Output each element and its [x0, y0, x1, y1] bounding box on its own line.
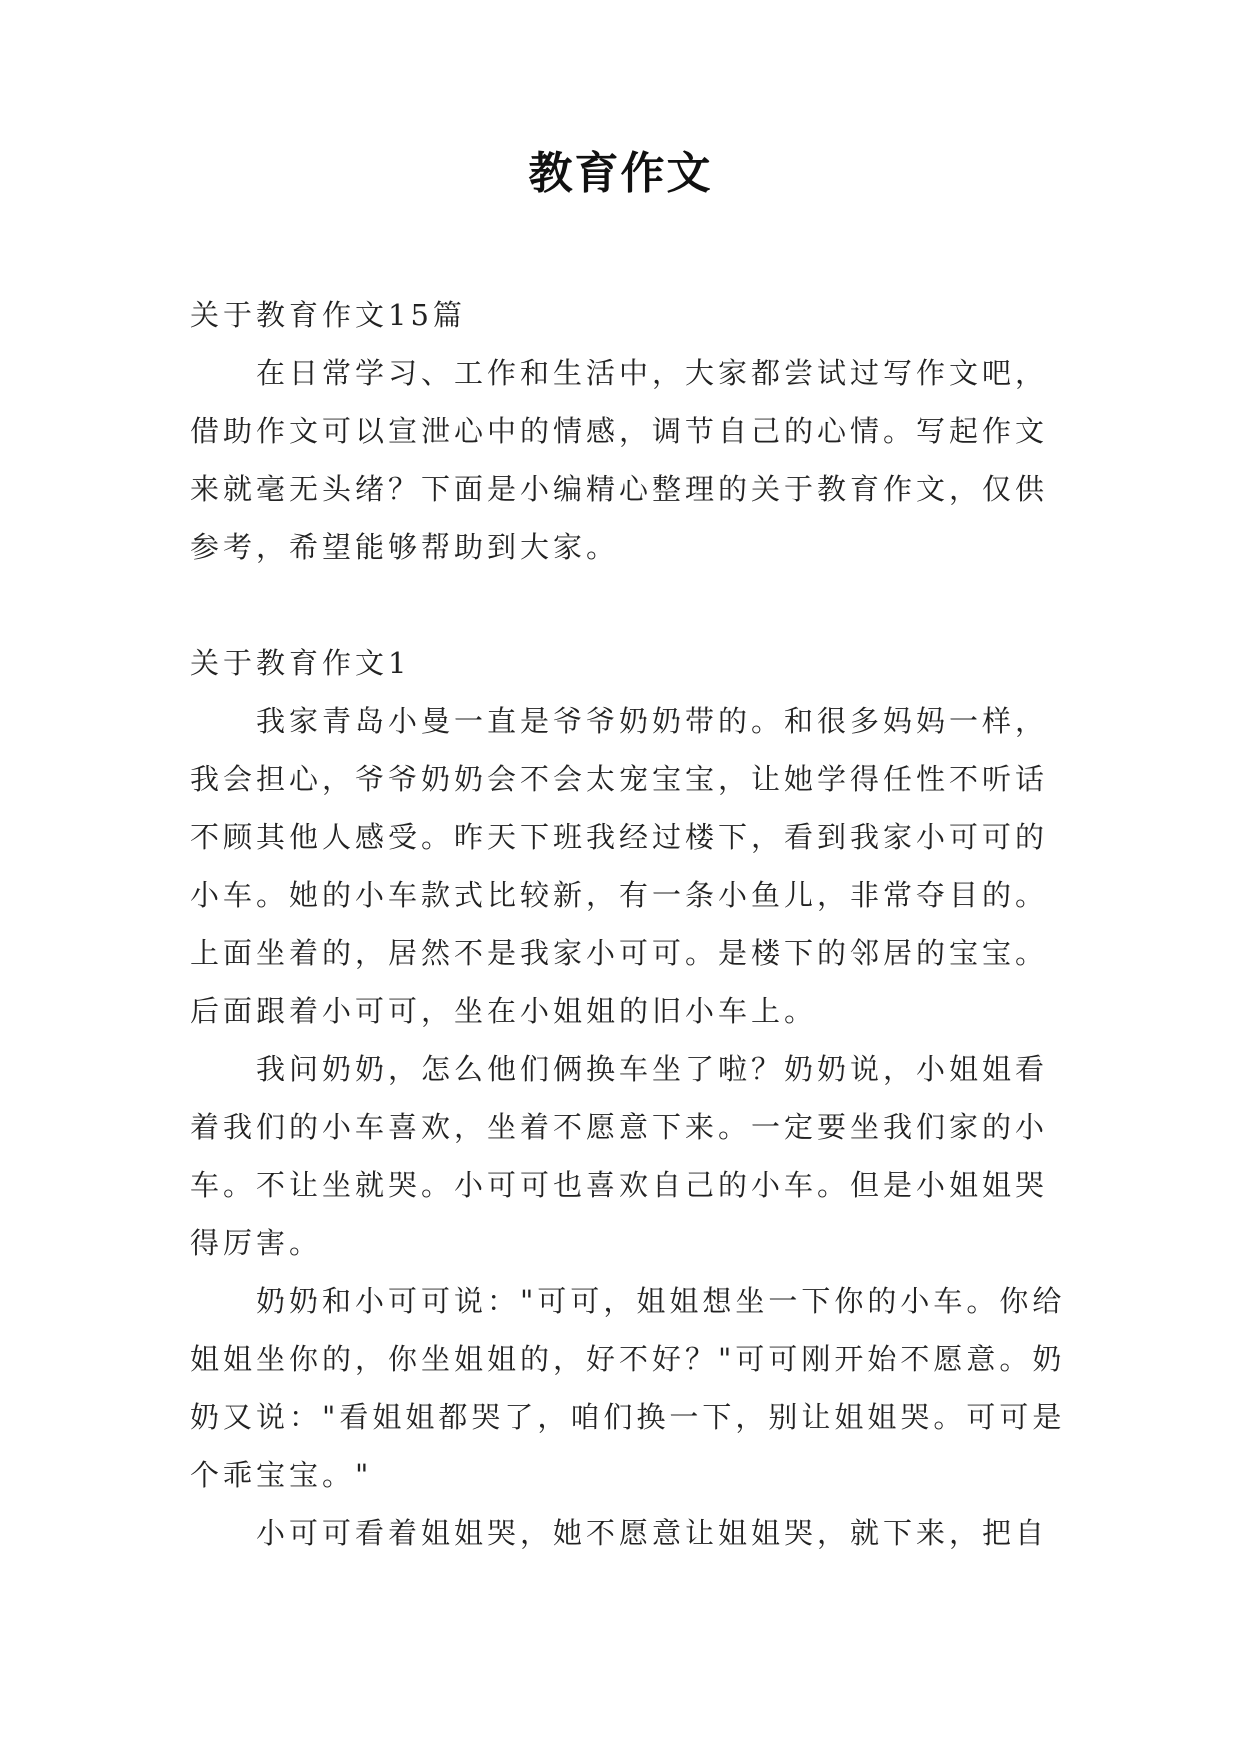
document-title: 教育作文 [528, 148, 713, 199]
intro-heading: 关于教育作文15篇 [190, 298, 466, 332]
body-paragraph: 小可可看着姐姐哭，她不愿意让姐姐哭，就下来，把自 [256, 1516, 1049, 1550]
body-paragraph: 奶奶和小可可说："可可，姐姐想坐一下你的小车。你给姐姐坐你的，你坐姐姐的，好不好？"可可刚开始不愿意。奶奶又说："看姐姐都哭了，咱们换一下，别让姐姐哭。可可是个乖宝宝。" [190, 1284, 1066, 1492]
body-paragraph: 我家青岛小曼一直是爷爷奶奶带的。和很多妈妈一样，我会担心，爷爷奶奶会不会太宠宝宝，让她学得任性不听话不顾其他人感受。昨天下班我经过楼下，看到我家小可可的小车。她的小车款式比较新，有一条小鱼儿，非常夺目的。上面坐着的，居然不是我家小可可。是楼下的邻居的宝宝。后面跟着小可可，坐在小姐姐的旧小车上。 [190, 704, 1049, 1028]
section-spacer [190, 576, 1070, 634]
section-heading: 关于教育作文1 [190, 646, 411, 680]
intro-paragraph: 在日常学习、工作和生活中，大家都尝试过写作文吧，借助作文可以宣泄心中的情感，调节自己的心情。写起作文来就毫无头绪？下面是小编精心整理的关于教育作文，仅供参考，希望能够帮助到大家。 [190, 356, 1049, 564]
document-body [190, 286, 1070, 1562]
body-paragraph: 我问奶奶，怎么他们俩换车坐了啦？奶奶说，小姐姐看着我们的小车喜欢，坐着不愿意下来。一定要坐我们家的小车。不让坐就哭。小可可也喜欢自己的小车。但是小姐姐哭得厉害。 [190, 1052, 1049, 1260]
